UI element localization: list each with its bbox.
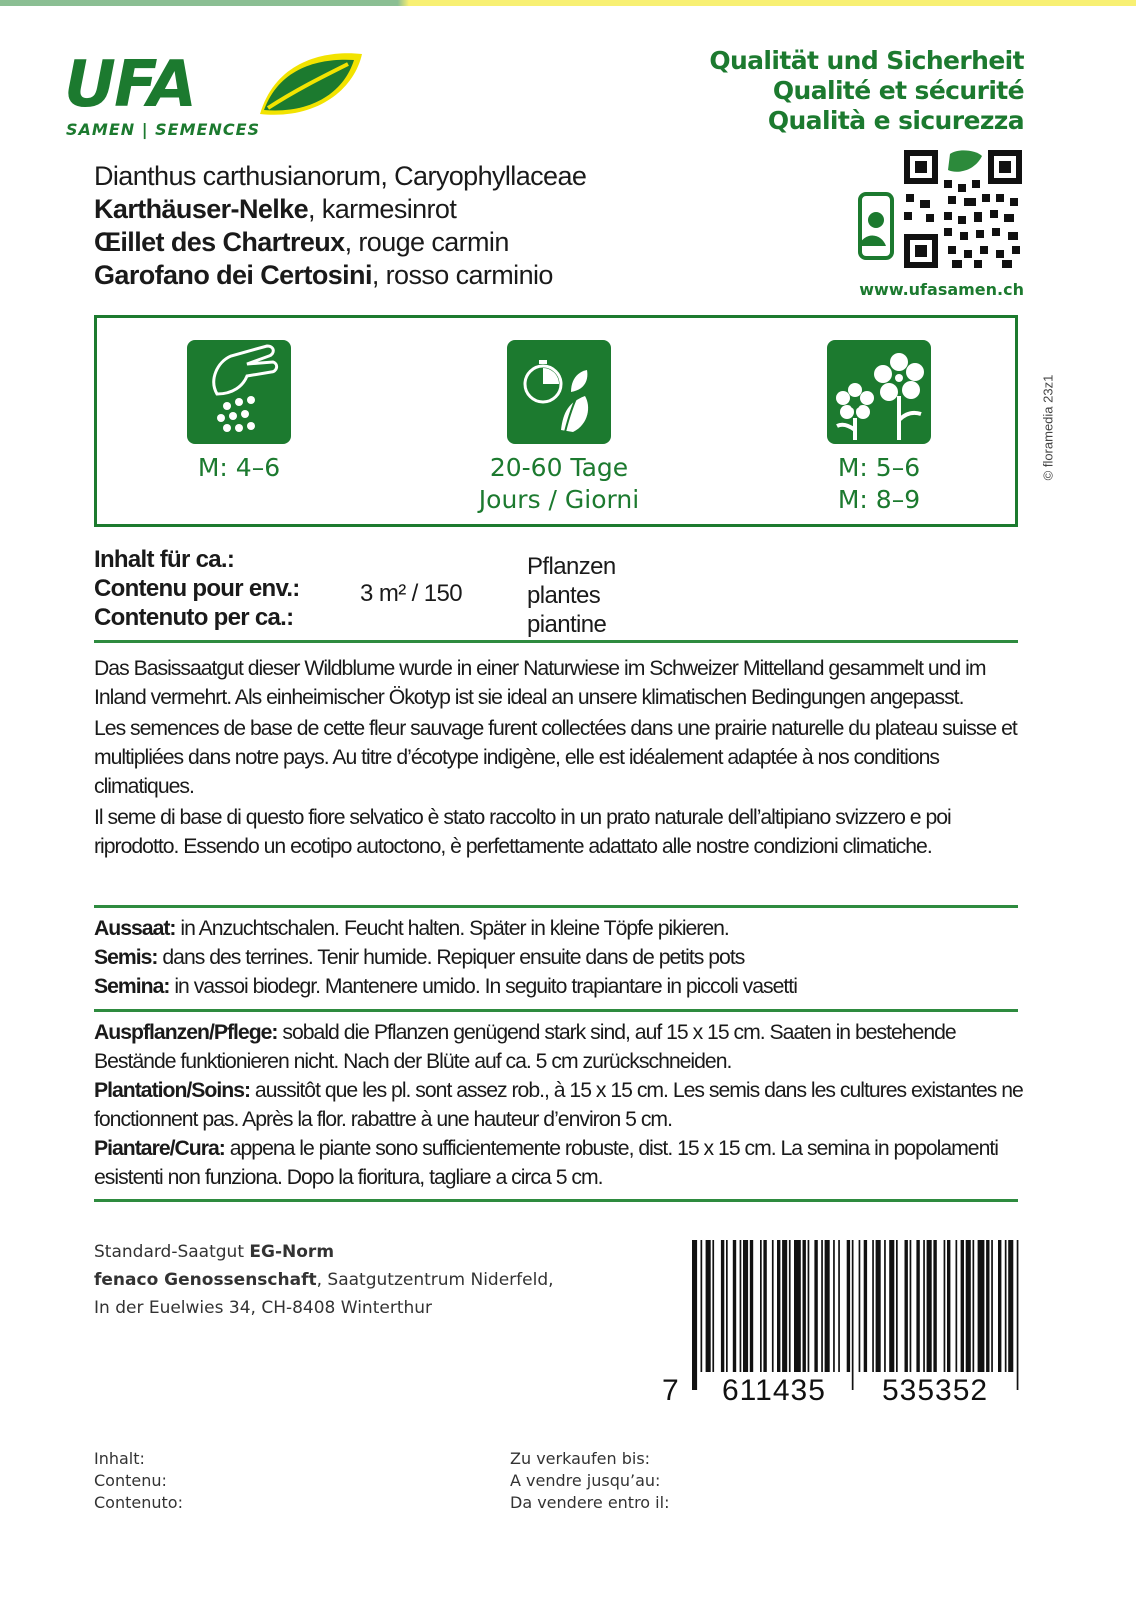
divider (94, 640, 1018, 643)
description (94, 654, 1024, 863)
planting-de: Auspflanzen/Pflege: sobald die Pflanzen genügend stark sind, auf 15 x 15 cm. Saaten in bestehende Bestände funktionieren nicht. Nach der Blüte auf ca. 5 cm zurückschneiden. (94, 1021, 956, 1073)
germination-tile (507, 340, 611, 444)
address: In der Euelwies 34, CH-8408 Winterthur (94, 1298, 433, 1318)
germination-timer-icon (507, 340, 611, 444)
barcode-digits-left: 611435 (722, 1374, 826, 1407)
quality-de: Qualität und Sicherheit (709, 46, 1024, 75)
species-de: Karthäuser-Nelke, karmesinrot (94, 194, 457, 224)
quality-it: Qualità e sicurezza (767, 106, 1024, 135)
flowering-caption: M: 5–6 M: 8–9 (837, 453, 921, 514)
flowers-icon (827, 340, 931, 444)
website-link[interactable]: www.ufasamen.ch (859, 280, 1024, 299)
planting-it: Piantare/Cura: appena le piante sono sufficientemente robuste, dist. 15 x 15 cm. La semina in popolamenti esistenti non funziona. Dopo la fioritura, tagliare a circa 5 cm. (94, 1137, 998, 1189)
company: fenaco Genossenschaft, Saatgutzentrum Niderfeld, (94, 1270, 554, 1290)
top-color-strip (0, 0, 1136, 6)
content-labels: Inhalt für ca.: Contenu pour env.: Contenuto per ca.: (94, 546, 300, 631)
sowing-caption: M: 4–6 (197, 453, 281, 482)
ufa-logo (64, 50, 364, 140)
qr-code-icon (904, 150, 1024, 270)
sowing-de: Aussaat: in Anzuchtschalen. Feucht halten. Später in kleine Töpfe pikieren. (94, 917, 729, 940)
brand-subline: SAMEN | SEMENCES (66, 120, 261, 139)
barcode-digit-first: 7 (662, 1374, 679, 1407)
sowing-instructions (94, 914, 1024, 1001)
species-latin: Dianthus carthusianorum, Caryophyllaceae (94, 161, 587, 191)
species-names (94, 160, 586, 292)
producer-info (94, 1238, 554, 1322)
species-it: Garofano dei Certosini, rosso carminio (94, 260, 553, 290)
description-it: Il seme di base di questo fiore selvatico è stato raccolto in un prato naturale dell’altipiano svizzero e poi riprodotto. Essendo un ecotipo autoctono, è perfettamente adattato alle nostre condizioni climatiche. (94, 806, 951, 858)
leaf-icon (256, 50, 366, 120)
sowing-hand-icon (187, 340, 291, 444)
sowing-fr: Semis: dans des terrines. Tenir humide. Repiquer ensuite dans de petits pots (94, 946, 745, 969)
species-fr: Œillet des Chartreux, rouge carmin (94, 227, 509, 257)
sowing-it: Semina: in vassoi biodegr. Mantenere umido. In seguito trapiantare in piccoli vasetti (94, 975, 797, 998)
standard-norm: Standard-Saatgut EG-Norm (94, 1242, 335, 1262)
quality-fr: Qualité et sécurité (772, 76, 1024, 105)
brand-name: UFA (64, 48, 195, 122)
divider (94, 1199, 1018, 1202)
barcode-digits-right: 535352 (882, 1374, 989, 1407)
side-credit: © floramedia 23z1 (1040, 374, 1056, 481)
germination-caption: 20-60 Tage Jours / Giorni (478, 453, 640, 514)
divider (94, 905, 1018, 908)
description-fr: Les semences de base de cette fleur sauvage furent collectées dans une prairie naturelle du plateau suisse et multipliées dans notre pays. Au titre d’écotype indigène, elle est idéalement adaptée à nos conditions climatiques. (94, 717, 1017, 798)
content-field-labels: Inhalt: Contenu: Contenuto: (94, 1449, 183, 1512)
sell-by-labels: Zu verkaufen bis: A vendre jusqu’au: Da vendere entro il: (510, 1449, 670, 1512)
planting-fr: Plantation/Soins: aussitôt que les pl. sont assez rob., à 15 x 15 cm. Les semis dans les cultures existantes ne fonctionnent pas. Après la flor. rabattre à une hauteur d’environ 5 cm. (94, 1079, 1023, 1131)
description-de: Das Basissaatgut dieser Wildblume wurde in einer Naturwiese im Schweizer Mittelland gesammelt und im Inland vermehrt. Als einheimischer Ökotyp ist sie ideal an unsere klimatischen Bedingungen angepasst. (94, 657, 986, 709)
quality-claims (709, 46, 1024, 136)
growing-info-box (94, 315, 1018, 527)
divider (94, 1009, 1018, 1012)
sowing-tile (187, 340, 291, 444)
qr-code-block[interactable] (858, 150, 1028, 270)
content-units: Pflanzen plantes piantine (527, 553, 616, 638)
content-amount: 3 m² / 150 (360, 580, 463, 607)
flowering-tile (827, 340, 931, 444)
planting-instructions (94, 1018, 1024, 1192)
barcode-icon (690, 1240, 1022, 1390)
